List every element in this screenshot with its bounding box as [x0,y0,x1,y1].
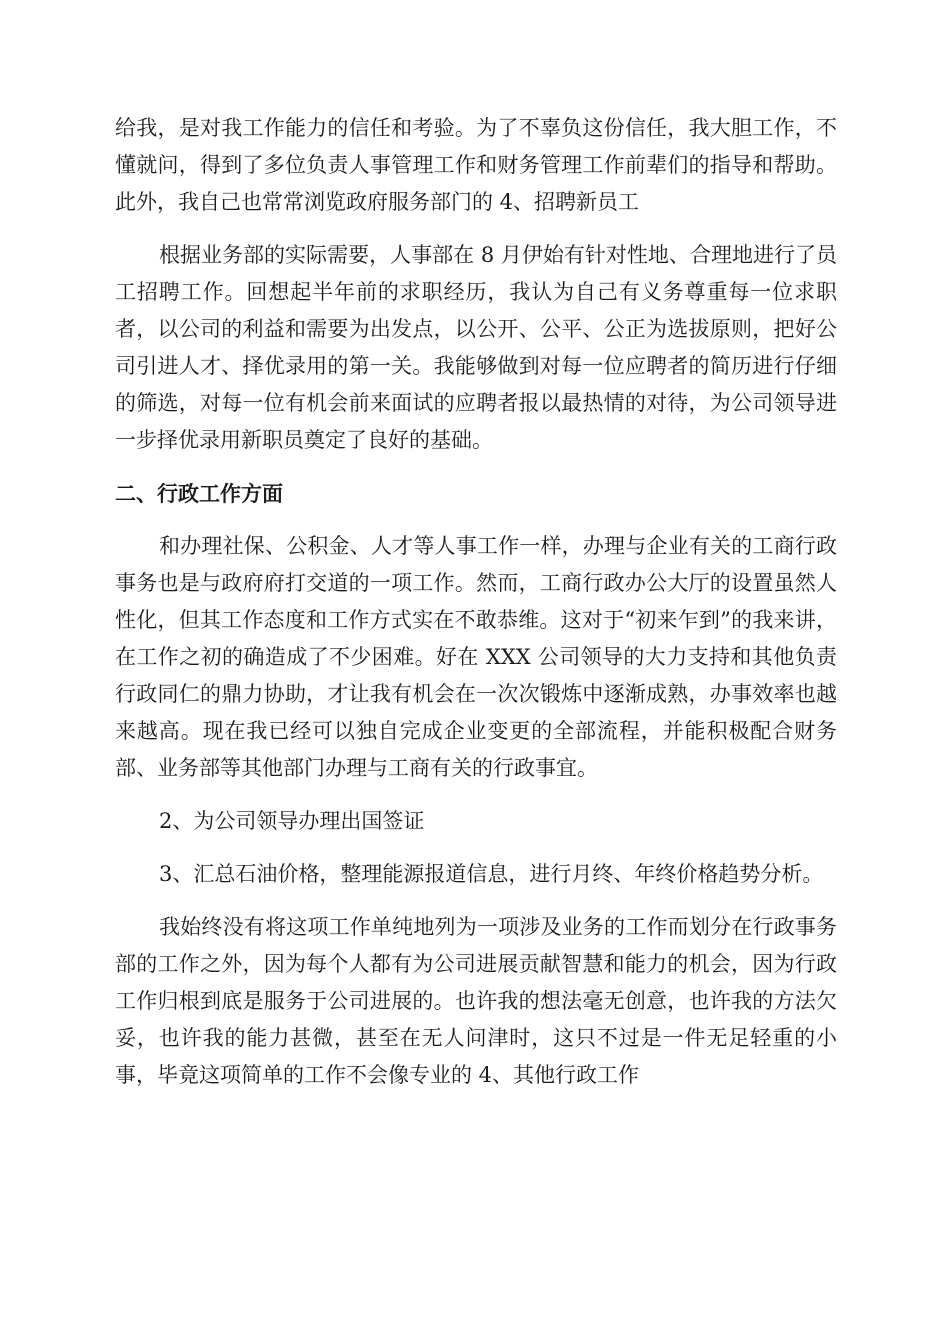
paragraph-6: 我始终没有将这项工作单纯地列为一项涉及业务的工作而划分在行政事务部的工作之外，因为每个人都有为公司进展贡献智慧和能力的机会，因为行政工作归根到底是服务于公司进展的。也许我的想法毫无创意，也许我的方法欠妥，也许我的能力甚微，甚至在无人问津时，这只不过是一件无足轻重的小事，毕竟这项简单的工作不会像专业的 4、其他行政工作 [115,915,837,1087]
document-body [115,110,837,1110]
paragraph-1: 给我，是对我工作能力的信任和考验。为了不辜负这份信任，我大胆工作，不懂就问，得到了多位负责人事管理工作和财务管理工作前辈们的指导和帮助。此外，我自己也常常浏览政府服务部门的 4、招聘新员工 [115,116,837,214]
paragraph-3: 和办理社保、公积金、人才等人事工作一样，办理与企业有关的工商行政事务也是与政府府打交道的一项工作。然而，工商行政办公大厅的设置虽然人性化，但其工作态度和工作方式实在不敢恭维。这对于“初来乍到”的我来讲，在工作之初的确造成了不少困难。好在 XXX 公司领导的大力支持和其他负责行政同仁的鼎力协助，才让我有机会在一次次锻炼中逐渐成熟，办事效率也越来越高。现在我已经可以独自完成企业变更的全部流程，并能积极配合财务部、业务部等其他部门办理与工商有关的行政事宜。 [115,534,837,780]
paragraph-5: 3、汇总石油价格，整理能源报道信息，进行月终、年终价格趋势分析。 [159,862,824,886]
paragraph-4: 2、为公司领导办理出国签证 [159,809,425,833]
paragraph-2: 根据业务部的实际需要，人事部在 8 月伊始有针对性地、合理地进行了员工招聘工作。回想起半年前的求职经历，我认为自己有义务尊重每一位求职者，以公司的利益和需要为出发点，以公开、公平、公正为选拔原则，把好公司引进人才、择优录用的第一关。我能够做到对每一位应聘者的简历进行仔细的筛选，对每一位有机会前来面试的应聘者报以最热情的对待，为公司领导进一步择优录用新职员奠定了良好的基础。 [115,243,837,452]
section-heading: 二、行政工作方面 [115,481,283,506]
